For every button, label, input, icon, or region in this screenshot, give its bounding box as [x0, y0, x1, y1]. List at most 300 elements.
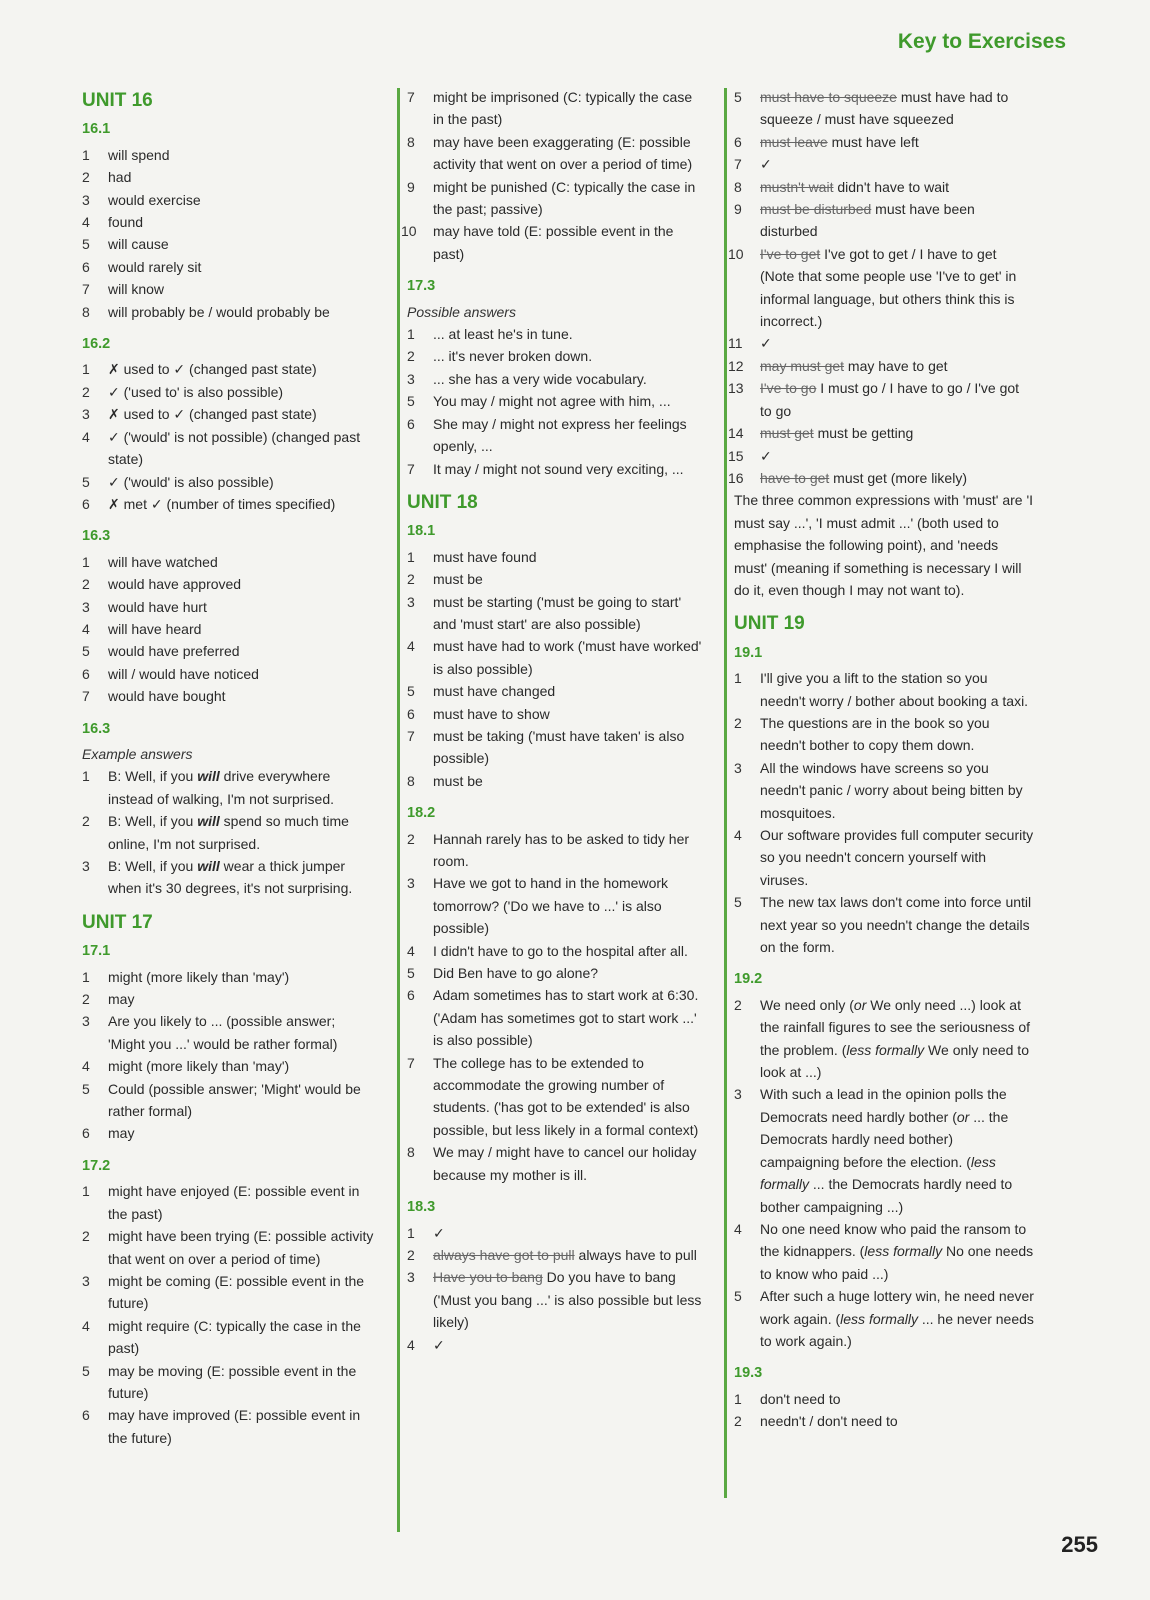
- item-number: 4: [82, 620, 90, 637]
- exercise-heading: 16.1: [82, 121, 111, 138]
- italic-text: less formally: [840, 1310, 918, 1327]
- answer-text: Hannah rarely has to be asked to tidy her room.: [433, 830, 690, 869]
- answer-text: We need only (: [760, 996, 854, 1013]
- item-number: 5: [82, 236, 90, 253]
- unit-heading: UNIT 16: [82, 90, 153, 111]
- item-number: 3: [82, 406, 90, 423]
- item-number: 1: [82, 146, 90, 163]
- item-number: 9: [407, 178, 415, 195]
- exercise-heading: 17.2: [82, 1157, 111, 1174]
- answer-item: [407, 1334, 705, 1356]
- item-number: 9: [734, 201, 742, 218]
- answer-text: With such a lead in the opinion polls the Democrats need hardly bother (: [760, 1086, 1007, 1125]
- item-number: 5: [734, 89, 742, 105]
- answer-text: The college has to be extended to accommodate the growing number of students. ('has got to be extended' is also possible, but less likely in a formal context): [433, 1054, 699, 1138]
- answer-text: might be coming (E: possible event in the future): [108, 1272, 365, 1312]
- item-number: 4: [82, 1058, 90, 1075]
- answer-text: You may / might not agree with him, ...: [433, 393, 671, 410]
- answer-text: will probably be / would probably be: [108, 303, 330, 320]
- item-number: 5: [407, 393, 415, 410]
- item-number: 2: [82, 169, 90, 186]
- item-number: 2: [734, 1413, 742, 1430]
- crossed-out-text: Have you to bang: [433, 1269, 543, 1286]
- answer-text: may have told (E: possible event in the past): [433, 223, 674, 262]
- column-divider: [397, 88, 400, 1532]
- unit-heading: UNIT 18: [407, 491, 478, 513]
- answer-item: [82, 493, 374, 515]
- answer-item: [734, 994, 1034, 1084]
- answer-text: I didn't have to go to the hospital after all.: [433, 942, 688, 959]
- answer-text: must get (more likely): [829, 469, 967, 486]
- item-number: 6: [82, 495, 90, 512]
- answer-text: may have improved (E: possible event in the future): [108, 1407, 361, 1446]
- page-header: Key to Exercises: [897, 30, 1066, 53]
- answer-text: must have left: [827, 133, 919, 150]
- crossed-out-text: must get: [760, 425, 814, 442]
- answer-item: [734, 712, 1034, 757]
- answer-text: would rarely sit: [108, 258, 202, 275]
- answer-item: [407, 368, 705, 390]
- answer-text: She may / might not express her feelings openly, ...: [433, 415, 687, 455]
- answer-text: may: [108, 991, 135, 1008]
- answer-item: [82, 1078, 374, 1123]
- item-number: 4: [82, 214, 90, 231]
- answer-text: needn't / don't need to: [760, 1413, 898, 1430]
- answer-item: [728, 355, 1034, 377]
- emphasis-text: will: [197, 768, 220, 785]
- item-number: 8: [734, 178, 742, 195]
- answer-item: [82, 1055, 374, 1077]
- item-number: 3: [82, 1013, 90, 1030]
- answers-subheading: Example answers: [82, 745, 193, 762]
- answer-item: [82, 426, 374, 471]
- item-number: 4: [734, 1220, 742, 1237]
- answer-text: may: [108, 1125, 135, 1142]
- item-number: 2: [82, 576, 90, 593]
- item-number: 4: [407, 1336, 415, 1353]
- answer-text: will spend: [108, 146, 170, 163]
- answer-item: [407, 1244, 705, 1266]
- item-number: 7: [734, 156, 742, 173]
- answer-text: We only need ...) look at the rainfall figures to see the seriousness of the problem. (: [760, 996, 1031, 1058]
- answer-item: [82, 1360, 374, 1405]
- item-number: 2: [407, 1246, 415, 1263]
- item-number: 6: [407, 705, 415, 722]
- item-number: 4: [407, 638, 415, 655]
- answer-text: may have been exaggerating (E: possible activity that went on over a period of time): [433, 133, 693, 173]
- answer-text: Adam sometimes has to start work at 6:30. ('Adam has sometimes got to start work ...' is also possible): [433, 987, 699, 1049]
- crossed-out-text: must be disturbed: [760, 201, 872, 218]
- item-number: 3: [407, 1269, 415, 1286]
- answer-text: Our software provides full computer security so you needn't concern yourself with viruses.: [760, 827, 1034, 888]
- item-number: 7: [407, 1054, 415, 1071]
- answer-item: [734, 757, 1034, 824]
- answer-item: [728, 445, 1034, 467]
- answer-text: will have watched: [108, 553, 218, 570]
- answer-text: Are you likely to ... (possible answer; 'Might you ...' would be rather formal): [108, 1013, 338, 1052]
- answer-text: No one need know who paid the ransom to the kidnappers. (: [760, 1220, 1027, 1260]
- answer-item: [407, 770, 705, 792]
- answer-text: might be punished (C: typically the case in the past; passive): [433, 178, 696, 218]
- item-number: 2: [734, 714, 742, 731]
- answer-text: After such a huge lottery win, he need never work again. (: [760, 1288, 1034, 1327]
- answer-text: ... he never needs to work again.): [760, 1310, 1034, 1349]
- answer-item: [82, 166, 374, 188]
- answer-item: [82, 966, 374, 988]
- answer-item: [407, 680, 705, 702]
- item-number: 4: [82, 1317, 90, 1334]
- answer-item: [82, 618, 374, 640]
- answer-item: [407, 131, 705, 176]
- italic-text: less formally: [846, 1041, 925, 1058]
- item-number: 3: [407, 370, 415, 387]
- answer-item: [407, 546, 705, 568]
- answer-item: [82, 988, 374, 1010]
- emphasis-text: will: [197, 858, 220, 874]
- answer-text: ✓ ('would' is also possible): [108, 473, 274, 490]
- answer-item: [82, 855, 374, 900]
- answer-item: [82, 1225, 374, 1270]
- answer-text: may have to get: [844, 357, 948, 374]
- item-number: 1: [82, 968, 90, 985]
- answer-text: ... it's never broken down.: [433, 348, 593, 365]
- item-number: 5: [82, 643, 90, 660]
- answer-item: [734, 131, 1034, 153]
- italic-text: or: [853, 996, 867, 1013]
- item-number: 6: [407, 415, 415, 432]
- answer-text: must be taking ('must have taken' is also possible): [433, 727, 685, 767]
- item-number: 7: [82, 688, 90, 705]
- italic-text: or: [956, 1108, 970, 1125]
- item-number: 10: [728, 245, 744, 262]
- answer-item: [734, 176, 1034, 198]
- item-number: 3: [82, 1272, 90, 1289]
- answer-text: ... the Democrats hardly need bother) campaigning before the election. (: [760, 1108, 1009, 1170]
- answer-text: I'll give you a lift to the station so you needn't worry / bother about booking a taxi.: [760, 670, 1029, 709]
- item-number: 2: [82, 991, 90, 1008]
- answer-item: [728, 332, 1034, 354]
- answer-text: drive everywhere instead of walking, I'm not surprised.: [108, 768, 335, 807]
- item-number: 2: [407, 348, 415, 365]
- item-number: 5: [734, 1288, 742, 1305]
- item-number: 3: [734, 1086, 742, 1103]
- emphasis-text: will: [197, 813, 220, 830]
- answer-text: would have approved: [108, 576, 242, 593]
- answer-text: found: [108, 214, 144, 231]
- answer-text: might require (C: typically the case in the past): [108, 1317, 361, 1357]
- answer-text: ✓: [433, 1224, 445, 1241]
- answer-item: [407, 962, 705, 984]
- exercise-heading: 16.3: [82, 720, 111, 737]
- column-3: [728, 86, 1034, 1433]
- item-number: 6: [82, 1125, 90, 1142]
- item-number: 7: [82, 281, 90, 298]
- answer-item: [407, 345, 705, 367]
- exercise-heading: 18.3: [407, 1199, 436, 1216]
- item-number: 8: [407, 133, 415, 150]
- answer-item: [734, 86, 1034, 131]
- answer-text: would have preferred: [108, 643, 240, 660]
- item-number: 4: [82, 428, 90, 445]
- answer-item: [401, 220, 705, 265]
- item-number: 6: [734, 133, 742, 150]
- answer-text: B: Well, if you: [108, 813, 198, 830]
- answer-item: [728, 422, 1034, 444]
- answer-text: must have found: [433, 548, 537, 565]
- answer-item: [82, 1010, 374, 1055]
- answer-text: will know: [108, 281, 165, 298]
- item-number: 6: [82, 665, 90, 682]
- answer-text: might (more likely than 'may'): [108, 968, 290, 985]
- item-number: 5: [82, 473, 90, 490]
- item-number: 14: [728, 425, 744, 442]
- item-number: 1: [734, 670, 742, 687]
- item-number: 1: [407, 548, 415, 565]
- answer-text: ... she has a very wide vocabulary.: [433, 370, 647, 387]
- answer-item: [407, 176, 705, 221]
- answer-text: always have to pull: [574, 1246, 697, 1263]
- item-number: 5: [407, 965, 415, 982]
- item-number: 6: [407, 987, 415, 1004]
- crossed-out-text: I've to go: [760, 380, 817, 397]
- answers-subheading: Possible answers: [407, 303, 516, 320]
- item-number: 1: [82, 768, 90, 785]
- answer-text: I've got to get / I have to get (Note that some people use 'I've to get' in informal language, but others think this is incorrect.): [760, 245, 1017, 330]
- answer-text: would have hurt: [108, 598, 207, 615]
- item-number: 2: [407, 830, 415, 847]
- item-number: 6: [82, 1407, 90, 1424]
- answer-text: Could (possible answer; 'Might' would be rather formal): [108, 1080, 361, 1120]
- exercise-heading: 16.2: [82, 336, 111, 353]
- answer-text: must have changed: [433, 683, 556, 700]
- crossed-out-text: mustn't wait: [760, 178, 834, 195]
- note-paragraph: The three common expressions with 'must' are 'I must say ...', 'I must admit ...' (both used to emphasise the following point), and 'needs must' (meaning if something is necessary I will do it, even though I may not want to).: [734, 492, 1034, 598]
- answer-text: might be imprisoned (C: typically the case in the past): [433, 89, 693, 128]
- answer-item: [82, 1122, 374, 1144]
- answer-item: [734, 153, 1034, 175]
- crossed-out-text: may must get: [760, 357, 845, 374]
- unit-heading: UNIT 17: [82, 911, 153, 933]
- item-number: 1: [407, 1224, 415, 1241]
- page-number: 255: [1061, 1532, 1098, 1557]
- crossed-out-text: must have to squeeze: [760, 89, 897, 105]
- answer-text: must have had to work ('must have worked' is also possible): [433, 638, 702, 677]
- answer-text: The new tax laws don't come into force until next year so you needn't change the details on the form.: [760, 894, 1032, 956]
- exercise-heading: 19.2: [734, 971, 763, 988]
- item-number: 3: [407, 593, 415, 610]
- item-number: 7: [407, 727, 415, 744]
- item-number: 3: [82, 858, 90, 874]
- exercise-heading: 16.3: [82, 528, 111, 545]
- item-number: 2: [407, 571, 415, 588]
- answer-text: ✓: [760, 447, 772, 464]
- answer-item: [82, 403, 374, 425]
- item-number: 5: [407, 683, 415, 700]
- answer-item: [82, 233, 374, 255]
- answer-item: [407, 940, 705, 962]
- item-number: 2: [734, 996, 742, 1013]
- answer-text: might have enjoyed (E: possible event in the past): [108, 1183, 360, 1222]
- answer-item: [734, 1388, 1034, 1410]
- answer-text: will have heard: [108, 620, 202, 637]
- answer-item: [407, 872, 705, 939]
- answer-text: Do you have to bang ('Must you bang ...' is also possible but less likely): [433, 1269, 702, 1331]
- item-number: 3: [82, 598, 90, 615]
- answer-text: It may / might not sound very exciting, ...: [433, 460, 684, 477]
- answer-item: [734, 891, 1034, 958]
- answer-text: didn't have to wait: [833, 178, 950, 195]
- answer-item: [82, 1180, 374, 1225]
- answer-item: [407, 703, 705, 725]
- answer-item: [82, 256, 374, 278]
- answer-item: [82, 573, 374, 595]
- answer-text: must be getting: [813, 425, 914, 442]
- answer-item: [82, 596, 374, 618]
- item-number: 10: [401, 223, 417, 240]
- item-number: 16: [728, 469, 744, 486]
- item-number: 5: [734, 894, 742, 911]
- italic-text: less formally: [864, 1243, 943, 1260]
- answer-text: I must go / I have to go / I've got to go: [760, 380, 1020, 419]
- answer-text: ✓ ('used to' is also possible): [108, 383, 284, 400]
- answer-text: All the windows have screens so you needn't panic / worry about being bitten by mosquitoes.: [760, 759, 1023, 821]
- answer-item: [407, 984, 705, 1051]
- answer-text: would have bought: [108, 688, 226, 705]
- answer-text: spend so much time online, I'm not surprised.: [108, 813, 349, 852]
- item-number: 1: [82, 361, 90, 378]
- answer-item: [407, 458, 705, 480]
- answer-item: [82, 358, 374, 380]
- answer-item: [407, 591, 705, 636]
- exercise-heading: 19.3: [734, 1365, 763, 1382]
- answer-text: might (more likely than 'may'): [108, 1058, 290, 1075]
- answer-item: [734, 1410, 1034, 1432]
- answer-item: [82, 278, 374, 300]
- answer-text: B: Well, if you: [108, 858, 198, 874]
- answer-text: ✗ used to ✓ (changed past state): [108, 361, 317, 378]
- answer-item: [407, 1266, 705, 1333]
- item-number: 4: [407, 942, 415, 959]
- answer-item: [407, 828, 705, 873]
- answer-text: Did Ben have to go alone?: [433, 965, 599, 982]
- exercise-heading: 19.1: [734, 644, 763, 661]
- answer-item: [82, 1404, 374, 1449]
- answer-item: [82, 189, 374, 211]
- item-number: 8: [407, 1144, 415, 1161]
- item-number: 15: [728, 447, 744, 464]
- item-number: 13: [728, 380, 744, 397]
- answer-item: [82, 663, 374, 685]
- answer-item: [407, 725, 705, 770]
- column-divider: [724, 88, 727, 1498]
- answer-text: We only need to look at ...): [760, 1041, 1029, 1081]
- answer-item: [734, 824, 1034, 891]
- column-1: [82, 86, 374, 1449]
- answer-text: Have we got to hand in the homework tomorrow? ('Do we have to ...' is also possible): [433, 875, 669, 937]
- answer-item: [407, 86, 705, 131]
- answer-text: must be: [433, 772, 483, 789]
- item-number: 4: [734, 827, 742, 843]
- answer-text: must be: [433, 571, 483, 588]
- answer-item: [82, 765, 374, 810]
- item-number: 8: [407, 772, 415, 789]
- item-number: 2: [82, 813, 90, 830]
- answer-text: ✓: [760, 156, 772, 173]
- answer-text: We may / might have to cancel our holiday because my mother is ill.: [433, 1144, 697, 1183]
- answer-text: ✓: [433, 1336, 445, 1353]
- exercise-heading: 17.1: [82, 943, 111, 960]
- answer-item: [82, 1315, 374, 1360]
- answer-item: [407, 1052, 705, 1142]
- answer-item: [407, 568, 705, 590]
- answer-item: [734, 667, 1034, 712]
- answer-text: don't need to: [760, 1390, 841, 1407]
- answer-item: [734, 1285, 1034, 1352]
- answer-item: [734, 198, 1034, 243]
- answer-item: [82, 640, 374, 662]
- answer-text: will / would have noticed: [108, 665, 259, 682]
- answer-item: [734, 1218, 1034, 1285]
- item-number: 3: [82, 191, 90, 208]
- answer-item: [82, 381, 374, 403]
- answer-item: [728, 467, 1034, 489]
- answer-text: ✗ used to ✓ (changed past state): [108, 406, 317, 423]
- item-number: 1: [82, 1183, 90, 1200]
- item-number: 2: [82, 1228, 90, 1245]
- crossed-out-text: have to get: [760, 469, 830, 486]
- answer-item: [82, 301, 374, 323]
- answer-text: must be starting ('must be going to start' and 'must start' are also possible): [433, 593, 682, 632]
- answer-item: [407, 635, 705, 680]
- answer-item: [82, 551, 374, 573]
- item-number: 3: [407, 875, 415, 892]
- answer-text: ... at least he's in tune.: [433, 326, 573, 343]
- crossed-out-text: I've to get: [760, 245, 821, 262]
- item-number: 11: [728, 335, 743, 352]
- answer-text: ✗ met ✓ (number of times specified): [108, 495, 336, 512]
- answer-item: [728, 377, 1034, 422]
- answer-item: [82, 685, 374, 707]
- italic-text: less formally: [760, 1153, 996, 1193]
- answer-item: [82, 471, 374, 493]
- answer-item: [407, 323, 705, 345]
- answer-item: [82, 211, 374, 233]
- item-number: 5: [82, 1080, 90, 1097]
- answer-item: [734, 1083, 1034, 1217]
- answer-item: [407, 413, 705, 458]
- answer-item: [407, 1222, 705, 1244]
- exercise-heading: 17.3: [407, 278, 436, 295]
- answer-text: would exercise: [108, 191, 201, 208]
- answer-text: B: Well, if you: [108, 768, 198, 785]
- column-2: [401, 86, 705, 1356]
- item-number: 5: [82, 1362, 90, 1379]
- item-number: 3: [734, 759, 742, 776]
- exercise-heading: 18.2: [407, 805, 436, 822]
- answer-text: had: [108, 169, 132, 186]
- crossed-out-text: always have got to pull: [433, 1246, 575, 1263]
- answer-text: No one needs to know who paid ...): [760, 1243, 1034, 1282]
- item-number: 8: [82, 303, 90, 320]
- item-number: 2: [82, 383, 90, 400]
- answer-text: may be moving (E: possible event in the future): [108, 1362, 357, 1401]
- item-number: 6: [82, 258, 90, 275]
- item-number: 7: [407, 460, 415, 477]
- item-number: 7: [407, 89, 415, 105]
- answer-text: might have been trying (E: possible activity that went on over a period of time): [108, 1228, 374, 1267]
- answer-item: [82, 144, 374, 166]
- crossed-out-text: must leave: [760, 133, 828, 150]
